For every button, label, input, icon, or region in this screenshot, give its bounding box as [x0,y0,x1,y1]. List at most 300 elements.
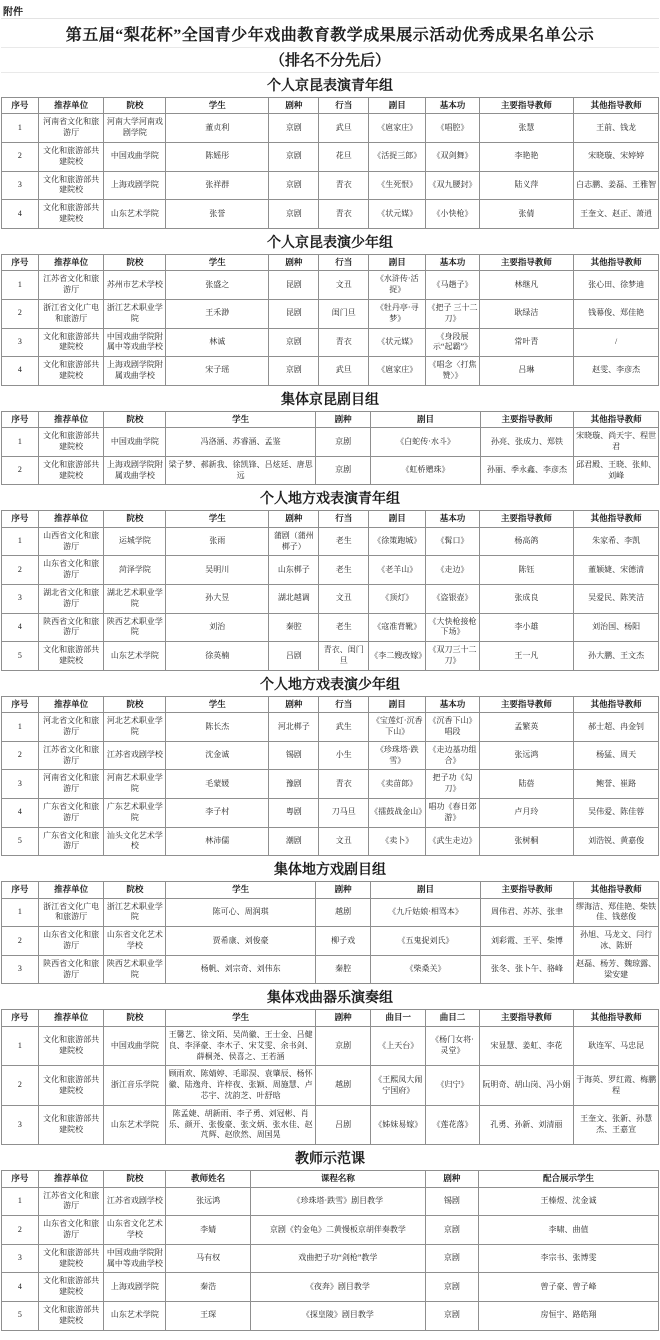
column-header: 剧种 [316,411,371,427]
table-cell: 昆剧 [269,271,319,300]
column-header: 其他指导教师 [574,98,659,114]
table-cell: 河南省文化和旅游厅 [38,770,104,799]
table-cell: 山西省文化和旅游厅 [38,527,104,556]
table-cell: 《状元媒》 [369,200,426,229]
column-header: 其他指导教师 [574,1010,659,1026]
table-cell: 《把子 三十二刀》 [426,299,479,328]
table-cell: 唱功《春日郊游》 [426,799,479,828]
table-cell: 汕头文化艺术学校 [104,827,166,856]
table-cell: 陕西艺术职业学院 [104,613,166,642]
table-cell: 上海戏剧学院 [104,171,166,200]
table-cell: 《小快枪》 [426,200,479,229]
table-cell: 京剧 [425,1216,478,1245]
table-cell: 中国戏曲学院附属中等戏曲学校 [104,1244,166,1273]
table-cell: 顾雨欢、陈婧婷、毛耶淏、袁肇辰、杨怀徽、陆逸舟、许梓夜、张颖、周施慧、卢芯宇、沈韵芝、叶舒晗 [166,1066,316,1105]
table-cell: 《五鬼捉刘氏》 [371,927,481,956]
table-cell: 青衣 [319,328,369,357]
table-cell: 文化和旅游部共建院校 [38,1244,104,1273]
table-cell: 陕西艺术职业学院 [104,955,166,984]
table-cell: 《九斤姑娘·相骂本》 [371,898,481,927]
table-cell: 昆剧 [269,299,319,328]
table-cell: 1 [2,527,39,556]
table-cell: 吴明川 [166,556,269,585]
table-cell: 宋晓璇、尚天宇、程世君 [574,428,659,457]
table-cell: 《上天台》 [371,1026,426,1065]
table-cell: 山东艺术学院 [104,642,166,671]
table-cell: 蒲剧（蒲州梆子） [269,527,319,556]
table-cell: 耿绿洁 [479,299,574,328]
table-cell: 毛蒙媛 [166,770,269,799]
column-header: 教师姓名 [166,1171,251,1187]
column-header: 基本功 [426,98,479,114]
table-cell: 周伟君、苏苏、张聿 [480,898,573,927]
table-cell: 3 [2,955,39,984]
table-cell: 孙亮、张成力、郑铁 [480,428,573,457]
table-cell: 孙旭、马龙文、闫行冰、陈妍 [574,927,659,956]
table-cell: 董贞利 [166,114,269,143]
table-cell: 中国戏曲学院附属中等戏曲学校 [104,328,166,357]
table-cell: 李啸、曲值 [478,1216,658,1245]
results-table [1,1170,659,1330]
table-cell: 文化和旅游部共建院校 [38,1273,104,1302]
table-cell: 武旦 [319,114,369,143]
section-title: 个人地方戏表演少年组 [260,677,400,693]
table-cell: 广东艺术职业学院 [104,799,166,828]
table-cell: 《走边基功组合》 [426,741,479,770]
table-cell: 老生 [319,613,369,642]
table-cell: 鲍誉、崔路 [574,770,659,799]
column-header: 基本功 [426,696,479,712]
section-title: 个人地方戏表演青年组 [260,492,400,508]
table-cell: 5 [2,827,39,856]
table-cell: 4 [2,1273,39,1302]
table-cell: 张远鸿 [479,741,574,770]
table-cell: 《虹桥赠珠》 [371,456,481,485]
table-cell: 《生死恨》 [369,171,426,200]
table-cell: 张誉 [166,200,269,229]
table-cell: 京剧 [269,171,319,200]
table-cell: 京剧 [316,1026,371,1065]
table-cell: 《徐策跑城》 [369,527,426,556]
table-cell: 山东艺术学院 [104,1301,166,1330]
table-cell: 1 [2,713,39,742]
table-cell: 山东艺术学院 [104,200,166,229]
table-cell: 《活捉三郎》 [369,143,426,172]
table-cell: 小生 [319,741,369,770]
table-cell: 文化和旅游部共建院校 [38,328,104,357]
table-cell: 《武生走边》 [426,827,479,856]
table-cell: 《盗银壶》 [426,585,479,614]
column-header: 剧种 [425,1171,478,1187]
table-cell: 刀马旦 [319,799,369,828]
table-cell: 《珍珠塔·跌雪》剧目教学 [250,1187,425,1216]
table-cell: 3 [2,770,39,799]
column-header: 剧目 [369,254,426,270]
table-row [2,741,659,770]
header-row [2,1171,659,1187]
table-row [2,456,659,485]
table-cell: 《唱腔》 [426,114,479,143]
table-cell: 文丑 [319,827,369,856]
table-cell: 浙江音乐学院 [104,1066,166,1105]
results-table [1,254,659,386]
table-row [2,143,659,172]
table-cell: 李子村 [166,799,269,828]
table-cell: 王奎文、张新、孙慧杰、王嘉宣 [574,1105,659,1144]
table-cell: 李小雄 [479,613,574,642]
table-row [2,556,659,585]
table-cell: 1 [2,898,39,927]
table-row [2,1273,659,1302]
table-cell: 马有权 [166,1244,251,1273]
table-cell: 上海戏剧学院附属戏曲学校 [104,456,166,485]
table-cell: 青衣 [319,770,369,799]
table-cell: 文丑 [319,585,369,614]
table-cell: 宋子瑶 [166,357,269,386]
table-cell: 李艳艳 [479,143,574,172]
table-cell: 张雨 [166,527,269,556]
table-cell: 3 [2,1244,39,1273]
table-cell: 《顶灯》 [369,585,426,614]
table-cell: 广东省文化和旅游厅 [38,827,104,856]
column-header: 序号 [2,696,39,712]
table-cell: 4 [2,200,39,229]
table-cell: 刘彩霞、王平、柴博 [480,927,573,956]
table-cell: 2 [2,927,39,956]
results-table [1,510,659,670]
table-cell: 孟繁英 [479,713,574,742]
table-cell: 河南艺术职业学院 [104,770,166,799]
table-cell: 花旦 [319,143,369,172]
table-cell: 粤剧 [269,799,319,828]
column-header: 学生 [166,696,269,712]
table-cell: 江苏省文化和旅游厅 [38,1187,104,1216]
column-header: 基本功 [426,254,479,270]
table-cell: 于海英、罗红霞、梅鹏程 [574,1066,659,1105]
table-cell: 《双剑舞》 [426,143,479,172]
table-cell: 文化和旅游部共建院校 [38,357,104,386]
table-cell: 秦腔 [269,613,319,642]
table-cell: 浙江省文化广电和旅游厅 [38,898,104,927]
table-cell: 3 [2,1105,39,1144]
table-cell: 文化和旅游部共建院校 [38,642,104,671]
table-cell: 5 [2,1301,39,1330]
table-cell: 青衣 [319,200,369,229]
table-cell: 苏州市艺术学校 [104,271,166,300]
table-cell: 吕琳 [479,357,574,386]
table-cell: 3 [2,171,39,200]
table-cell: 老生 [319,556,369,585]
attachment-label: 附件 [1,2,659,19]
column-header: 曲目二 [426,1010,479,1026]
table-cell: 《沉香下山》唱段 [426,713,479,742]
table-row [2,527,659,556]
table-cell: 运城学院 [104,527,166,556]
table-row [2,585,659,614]
table-row [2,1301,659,1330]
table-cell: 《柴桑关》 [371,955,481,984]
table-cell: 《扈家庄》 [369,114,426,143]
column-header: 序号 [2,98,39,114]
table-row [2,927,659,956]
table-cell: 京剧 [269,357,319,386]
results-table [1,1009,659,1145]
column-header: 其他指导教师 [574,411,659,427]
table-cell: 山东省文化艺术学校 [104,1216,166,1245]
column-header: 剧种 [269,696,319,712]
section-title: 个人京昆表演青年组 [267,79,393,94]
table-cell: 冯洛涵、苏睿涵、孟鉴 [166,428,316,457]
column-header: 推荐单位 [38,411,104,427]
table-cell: 陈长杰 [166,713,269,742]
column-header: 序号 [2,411,39,427]
table-cell: 1 [2,428,39,457]
table-cell: 吴爱民、陈笑洁 [574,585,659,614]
table-cell: 缪海洁、郑佳艳、柴铁佳、钱慈俊 [574,898,659,927]
table-cell: 上海戏剧学院附属戏曲学校 [104,357,166,386]
table-cell: 越剧 [316,898,371,927]
table-cell: 梁子梦、郝新我、徐凯锋、吕炫廷、唐思远 [166,456,316,485]
table-row [2,428,659,457]
table-cell: 文化和旅游部共建院校 [38,143,104,172]
table-cell: 文化和旅游部共建院校 [38,428,104,457]
column-header: 推荐单位 [38,511,104,527]
table-cell: 中国戏曲学院 [104,428,166,457]
column-header: 院校 [104,1010,166,1026]
table-cell: 张远鸿 [166,1187,251,1216]
table-cell: 把子功《勾刀》 [426,770,479,799]
table-cell: 杨帆、刘宗奇、刘伟东 [166,955,316,984]
table-cell: 《卖苗郎》 [369,770,426,799]
table-cell: 锡剧 [425,1187,478,1216]
section-title: 教师示范课 [295,1152,365,1168]
table-cell: 刘浩锐、黄嘉俊 [574,827,659,856]
table-cell: 《扈家庄》 [369,357,426,386]
column-header: 剧种 [316,1010,371,1026]
table-cell: 京剧《钓金龟》二黄慢板京胡伴奏教学 [250,1216,425,1245]
table-cell: 1 [2,114,39,143]
table-cell: 河北省文化和旅游厅 [38,713,104,742]
column-header: 其他指导教师 [574,882,659,898]
column-header: 曲目一 [371,1010,426,1026]
header-row [2,254,659,270]
table-cell: 《卖卜》 [369,827,426,856]
table-cell: 《寇准背靴》 [369,613,426,642]
table-cell: 中国戏曲学院 [104,1026,166,1065]
table-cell: 浙江艺术职业学院 [104,299,166,328]
table-row [2,1187,659,1216]
table-cell: 1 [2,271,39,300]
table-row [2,642,659,671]
table-cell: 《杨门女将·灵堂》 [426,1026,479,1065]
column-header: 院校 [104,1171,166,1187]
table-row [2,271,659,300]
table-row [2,799,659,828]
column-header: 剧种 [269,254,319,270]
column-header: 院校 [104,254,166,270]
table-cell: 王馨艺、徐文陌、吴尚徽、王士金、吕健良、李泽豪、李木子、宋艾雯、余书剑、薛桐尧、侯喜之、王若涵 [166,1026,316,1065]
table-cell: 湖北艺术职业学院 [104,585,166,614]
sections-container [1,73,659,1331]
column-header: 剧种 [269,511,319,527]
table-cell: 张倩 [479,200,574,229]
table-cell: 文化和旅游部共建院校 [38,1066,104,1105]
table-cell: 张成良 [479,585,574,614]
column-header: 主要指导教师 [479,254,574,270]
table-cell: 山东省文化和旅游厅 [38,1216,104,1245]
table-cell: 阮明奇、胡山岗、冯小娟 [479,1066,574,1105]
table-cell: 京剧 [316,456,371,485]
table-cell: 文丑 [319,271,369,300]
table-cell: 《大快枪接枪下场》 [426,613,479,642]
table-cell: 文化和旅游部共建院校 [38,1105,104,1144]
table-cell: 武旦 [319,357,369,386]
table-cell: 赵磊、杨芳、魏琼露、梁安建 [574,955,659,984]
table-row [2,1244,659,1273]
table-cell: 《水浒传·活捉》 [369,271,426,300]
table-cell: 孙丽、季永鑫、李彦杰 [480,456,573,485]
table-cell: 陕西省文化和旅游厅 [38,613,104,642]
table-cell: 卢月玲 [479,799,574,828]
results-table [1,881,659,984]
table-cell: 《姊妹易嫁》 [371,1105,426,1144]
table-cell: 吕剧 [269,642,319,671]
table-cell: 《髯口》 [426,527,479,556]
table-row [2,1066,659,1105]
table-cell: 豫剧 [269,770,319,799]
table-cell: 孔勇、孙新、刘清丽 [479,1105,574,1144]
table-cell: 孙大昱 [166,585,269,614]
table-cell: 邱君殿、王晓、张帅、刘峰 [574,456,659,485]
column-header: 主要指导教师 [479,511,574,527]
table-cell: 京剧 [316,428,371,457]
table-row [2,328,659,357]
table-cell: 王琛 [166,1301,251,1330]
section-title: 集体戏曲器乐演奏组 [267,991,393,1007]
table-cell: 常叶青 [479,328,574,357]
table-cell: / [574,328,659,357]
table-cell: 京剧 [269,114,319,143]
table-cell: 《双刀三十二刀》 [426,642,479,671]
table-row [2,827,659,856]
column-header: 剧目 [369,696,426,712]
table-cell: 山东省文化和旅游厅 [38,556,104,585]
column-header: 院校 [104,882,166,898]
section-title: 集体京昆剧目组 [281,392,379,408]
table-cell: 林诚 [166,328,269,357]
column-header: 院校 [104,411,166,427]
table-row [2,299,659,328]
table-cell: 柳子戏 [316,927,371,956]
column-header: 院校 [104,511,166,527]
table-cell: 2 [2,556,39,585]
table-cell: 宋晓璇、宋婷婷 [574,143,659,172]
table-cell: 王榛煜、沈金诚 [478,1187,658,1216]
table-cell: 2 [2,456,39,485]
table-cell: 湖北越调 [269,585,319,614]
table-cell: 2 [2,143,39,172]
column-header: 推荐单位 [38,98,104,114]
table-cell: 吴伟爱、陈佳蓉 [574,799,659,828]
table-cell: 《归宁》 [426,1066,479,1105]
column-header: 序号 [2,882,39,898]
column-header: 行当 [319,511,369,527]
table-cell: 《擂鼓战金山》 [369,799,426,828]
table-cell: 陈媱彤 [166,143,269,172]
table-cell: 《走边》 [426,556,479,585]
table-cell: 《唱念〈打焦赞〉》 [426,357,479,386]
column-header: 院校 [104,696,166,712]
table-cell: 刘治国、杨阳 [574,613,659,642]
table-cell: 江苏省戏剧学校 [104,741,166,770]
table-cell: 青衣、闺门旦 [319,642,369,671]
table-cell: 张祥群 [166,171,269,200]
table-cell: 菏泽学院 [104,556,166,585]
results-table [1,97,659,229]
table-cell: 湖北省文化和旅游厅 [38,585,104,614]
column-header: 其他指导教师 [574,696,659,712]
table-cell: 4 [2,357,39,386]
table-cell: 越剧 [316,1066,371,1105]
column-header: 序号 [2,1010,39,1026]
table-cell: 秦腔 [316,955,371,984]
table-cell: 江苏省文化和旅游厅 [38,271,104,300]
table-cell: 董颖婕、宋德清 [574,556,659,585]
table-cell: 《老羊山》 [369,556,426,585]
table-row [2,898,659,927]
table-cell: 房恒宇、路皓翔 [478,1301,658,1330]
table-cell: 《夜奔》剧目教学 [250,1273,425,1302]
column-header: 配合展示学生 [478,1171,658,1187]
column-header: 学生 [166,254,269,270]
table-cell: 张心田、徐梦迪 [574,271,659,300]
table-cell: 李婧 [166,1216,251,1245]
section-title: 集体地方戏剧目组 [274,863,386,879]
column-header: 推荐单位 [38,1010,104,1026]
table-cell: 老生 [319,527,369,556]
table-cell: 刘治 [166,613,269,642]
column-header: 剧种 [269,98,319,114]
table-row [2,613,659,642]
table-cell: 白志鹏、姜磊、王雅智 [574,171,659,200]
table-cell: 京剧 [425,1301,478,1330]
table-cell: 浙江艺术职业学院 [104,898,166,927]
table-cell: 河南大学河南戏剧学院 [104,114,166,143]
table-cell: 曾子豪、曾子峰 [478,1273,658,1302]
table-cell: 钱幕俊、郑佳艳 [574,299,659,328]
column-header: 剧目 [369,511,426,527]
column-header: 学生 [166,98,269,114]
column-header: 推荐单位 [38,1171,104,1187]
table-cell: 张盛之 [166,271,269,300]
column-header: 剧目 [371,411,481,427]
header-row [2,411,659,427]
table-cell: 王前、钱龙 [574,114,659,143]
section-title: 个人京昆表演少年组 [267,235,393,251]
table-cell: 1 [2,1187,39,1216]
table-cell: 文化和旅游部共建院校 [38,456,104,485]
column-header: 主要指导教师 [479,98,574,114]
table-cell: 2 [2,741,39,770]
table-cell: 陆义萍 [479,171,574,200]
table-cell: 《白蛇传·水斗》 [371,428,481,457]
table-cell: 河南省文化和旅游厅 [38,114,104,143]
table-cell: 赵雯、李彦杰 [574,357,659,386]
table-cell: 戏曲把子功“剑枪”教学 [250,1244,425,1273]
table-cell: 《马趟子》 [426,271,479,300]
table-cell: 陈孟婕、胡新雨、李子勇、刘冠彬、肖乐、颜开、张俊豪、张文炳、张水佳、赵芃辉、赵欣然、周国晃 [166,1105,316,1144]
table-cell: 张冬、张卜午、骆峰 [480,955,573,984]
